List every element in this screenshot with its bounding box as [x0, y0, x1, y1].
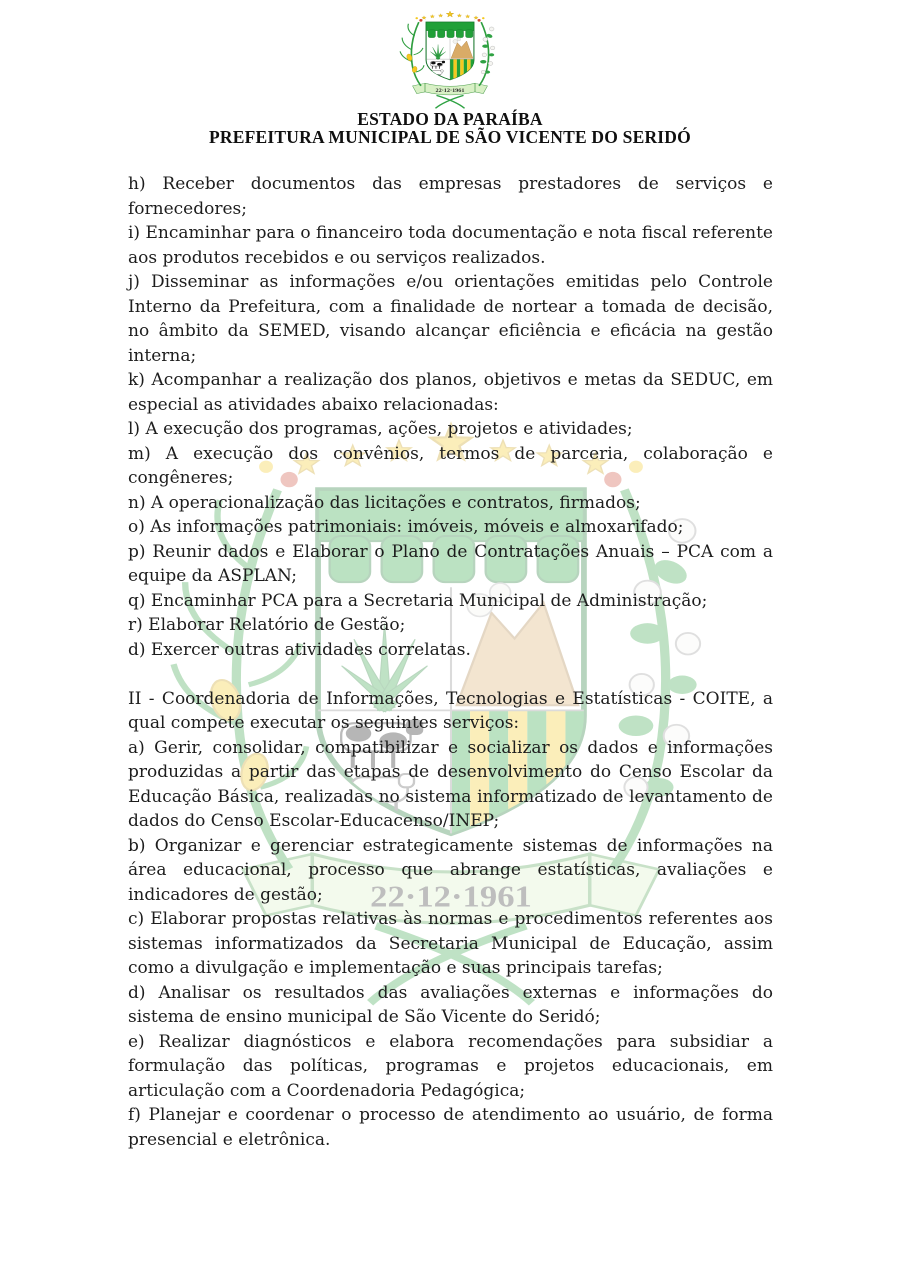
document-body [128, 172, 773, 1152]
body-paragraph: h) Receber documentos das empresas prestadores de serviços e fornecedores; [128, 174, 773, 219]
document-header [0, 0, 900, 146]
body-paragraph: d) Analisar os resultados das avaliações externas e informações do sistema de ensino municipal de São Vicente do Seridó; [128, 982, 773, 1027]
body-paragraph: d) Exercer outras atividades correlatas. [128, 639, 471, 660]
body-paragraph: f) Planejar e coordenar o processo de atendimento ao usuário, de forma presencial e eletrônica. [128, 1105, 773, 1150]
body-paragraph: c) Elaborar propostas relativas às normas e procedimentos referentes aos sistemas informatizados da Secretaria Municipal de Educação, assim como a divulgação e implementação e suas principais tarefas; [128, 909, 773, 978]
body-paragraph: II - Coordenadoria de Informações, Tecnologias e Estatísticas - COITE, a qual compete executar os seguintes serviços: [128, 688, 773, 733]
body-paragraph: o) As informações patrimoniais: imóveis, móveis e almoxarifado; [128, 517, 684, 537]
body-paragraph: e) Realizar diagnósticos e elabora recomendações para subsidiar a formulação das políticas, programas e projetos educacionais, em articulação com a Coordenadoria Pedagógica; [128, 1031, 773, 1101]
body-paragraph: i) Encaminhar para o financeiro toda documentação e nota fiscal referente aos produtos recebidos e ou serviços realizados. [128, 223, 773, 268]
header-state-title: ESTADO DA PARAÍBA [357, 109, 543, 129]
municipal-coat-of-arms [398, 10, 502, 110]
body-paragraph: n) A operacionalização das licitações e contratos, firmados; [128, 492, 641, 513]
body-paragraph: l) A execução dos programas, ações, projetos e atividades; [128, 419, 633, 439]
body-paragraph: p) Reunir dados e Elaborar o Plano de Contratações Anuais – PCA com a equipe da ASPLAN; [128, 541, 773, 586]
body-paragraph: q) Encaminhar PCA para a Secretaria Municipal de Administração; [128, 590, 708, 611]
body-paragraph: r) Elaborar Relatório de Gestão; [128, 615, 406, 635]
body-paragraph: a) Gerir, consolidar, compatibilizar e socializar os dados e informações produzidas a partir das etapas de desenvolvimento do Censo Escolar da Educação Básica, realizadas no sistema informatizado de levantamento de dados do Censo Escolar-Educacenso/INEP; [128, 737, 773, 831]
body-paragraph: k) Acompanhar a realização dos planos, objetivos e metas da SEDUC, em especial as atividades abaixo relacionadas: [128, 370, 773, 415]
body-paragraph: b) Organizar e gerenciar estrategicamente sistemas de informações na área educacional, processo que abrange estatísticas, avaliações e indicadores de gestão; [128, 835, 773, 905]
header-municipality-title: PREFEITURA MUNICIPAL DE SÃO VICENTE DO SERIDÓ [209, 127, 691, 147]
body-paragraph: m) A execução dos convênios, termos de parceria, colaboração e congêneres; [128, 443, 773, 488]
body-paragraph: j) Disseminar as informações e/ou orientações emitidas pelo Controle Interno da Prefeitura, com a finalidade de nortear a tomada de decisão, no âmbito da SEMED, visando alcançar eficiência e eficácia na gestão interna; [128, 272, 773, 366]
